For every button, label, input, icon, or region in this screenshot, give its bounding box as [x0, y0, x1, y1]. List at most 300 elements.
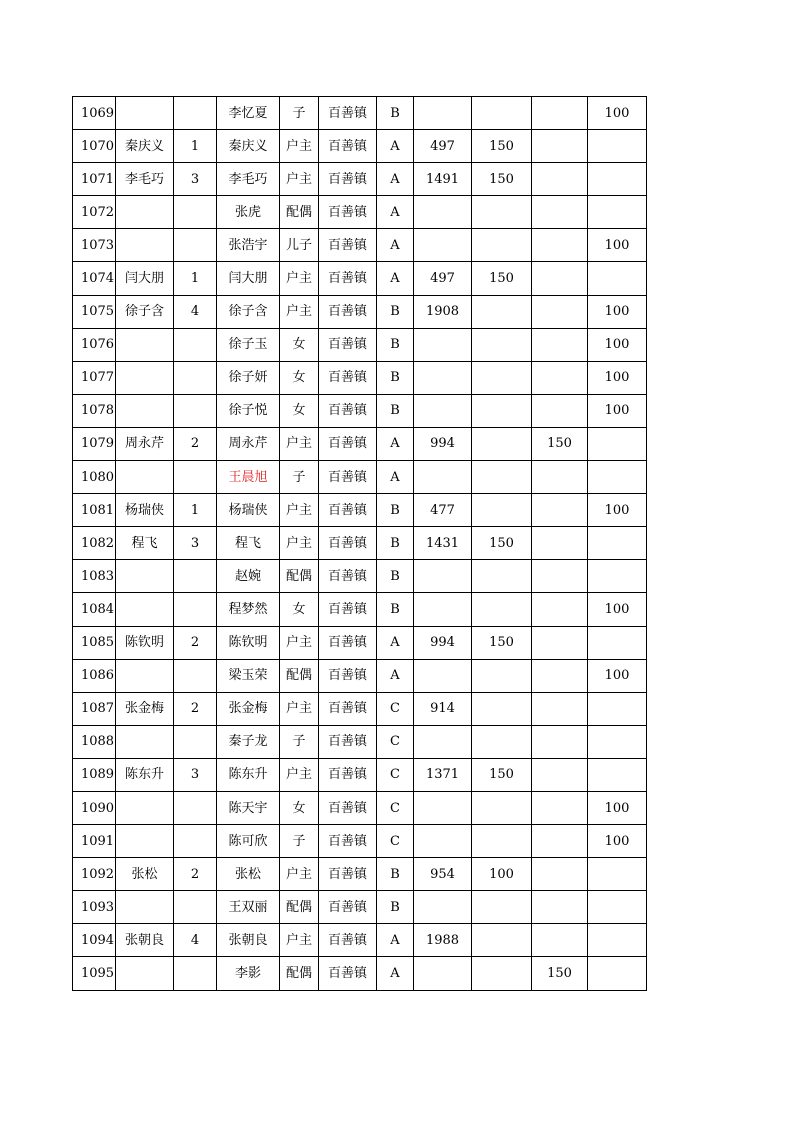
subsidy-150-cell — [472, 725, 532, 758]
subsidy-other-cell — [532, 593, 588, 626]
table-row — [73, 626, 647, 659]
grade-cell: B — [377, 593, 414, 626]
town-cell: 百善镇 — [319, 858, 377, 891]
household-head-cell: 张金梅 — [116, 692, 174, 725]
amount-cell: 1988 — [414, 924, 472, 957]
member-name-cell: 张浩宇 — [217, 229, 280, 262]
town-cell: 百善镇 — [319, 262, 377, 295]
household-head-cell: 张朝良 — [116, 924, 174, 957]
table-row — [73, 97, 647, 130]
amount-cell — [414, 891, 472, 924]
subsidy-150-cell: 150 — [472, 527, 532, 560]
row-id-cell: 1091 — [73, 825, 116, 858]
subsidy-other-cell — [532, 262, 588, 295]
subsidy-other-cell — [532, 791, 588, 824]
table-row — [73, 163, 647, 196]
relation-cell: 户主 — [280, 527, 319, 560]
subsidy-other-cell — [532, 758, 588, 791]
household-head-cell: 李毛巧 — [116, 163, 174, 196]
row-id-cell: 1095 — [73, 957, 116, 990]
town-cell: 百善镇 — [319, 957, 377, 990]
grade-cell: C — [377, 692, 414, 725]
subsidy-other-cell — [532, 394, 588, 427]
row-id-cell: 1073 — [73, 229, 116, 262]
subsidy-100-cell — [588, 924, 647, 957]
town-cell: 百善镇 — [319, 295, 377, 328]
member-count-cell — [174, 891, 217, 924]
subsidy-100-cell: 100 — [588, 361, 647, 394]
member-count-cell: 2 — [174, 858, 217, 891]
row-id-cell: 1079 — [73, 427, 116, 460]
amount-cell — [414, 825, 472, 858]
member-name-cell: 秦庆义 — [217, 130, 280, 163]
relation-cell: 子 — [280, 97, 319, 130]
subsidy-150-cell: 100 — [472, 858, 532, 891]
row-id-cell: 1086 — [73, 659, 116, 692]
row-id-cell: 1072 — [73, 196, 116, 229]
table-row — [73, 825, 647, 858]
amount-cell — [414, 957, 472, 990]
relation-cell: 户主 — [280, 626, 319, 659]
subsidy-other-cell: 150 — [532, 427, 588, 460]
member-name-cell: 闫大朋 — [217, 262, 280, 295]
grade-cell: A — [377, 196, 414, 229]
table-row — [73, 891, 647, 924]
subsidy-150-cell — [472, 427, 532, 460]
subsidy-150-cell — [472, 394, 532, 427]
subsidy-150-cell: 150 — [472, 163, 532, 196]
household-head-cell: 秦庆义 — [116, 130, 174, 163]
member-count-cell — [174, 394, 217, 427]
table-row — [73, 361, 647, 394]
town-cell: 百善镇 — [319, 229, 377, 262]
household-table — [72, 96, 647, 991]
subsidy-other-cell — [532, 461, 588, 494]
grade-cell: B — [377, 328, 414, 361]
relation-cell: 子 — [280, 461, 319, 494]
member-count-cell — [174, 659, 217, 692]
member-name-cell: 徐子悦 — [217, 394, 280, 427]
member-name-cell: 程飞 — [217, 527, 280, 560]
amount-cell: 1908 — [414, 295, 472, 328]
table-body — [73, 97, 647, 991]
table-row — [73, 295, 647, 328]
subsidy-100-cell — [588, 626, 647, 659]
table-row — [73, 229, 647, 262]
grade-cell: B — [377, 97, 414, 130]
amount-cell — [414, 328, 472, 361]
town-cell: 百善镇 — [319, 891, 377, 924]
amount-cell: 994 — [414, 427, 472, 460]
subsidy-100-cell — [588, 560, 647, 593]
household-head-cell: 周永芹 — [116, 427, 174, 460]
town-cell: 百善镇 — [319, 692, 377, 725]
subsidy-other-cell — [532, 626, 588, 659]
subsidy-100-cell: 100 — [588, 295, 647, 328]
subsidy-100-cell: 100 — [588, 229, 647, 262]
member-name-cell: 徐子妍 — [217, 361, 280, 394]
member-count-cell: 4 — [174, 295, 217, 328]
household-head-cell — [116, 825, 174, 858]
table-row — [73, 427, 647, 460]
relation-cell: 户主 — [280, 130, 319, 163]
grade-cell: A — [377, 461, 414, 494]
grade-cell: C — [377, 825, 414, 858]
subsidy-other-cell — [532, 196, 588, 229]
subsidy-100-cell — [588, 858, 647, 891]
row-id-cell: 1069 — [73, 97, 116, 130]
household-head-cell — [116, 196, 174, 229]
table-row — [73, 328, 647, 361]
relation-cell: 配偶 — [280, 560, 319, 593]
table-row — [73, 262, 647, 295]
row-id-cell: 1076 — [73, 328, 116, 361]
subsidy-100-cell — [588, 527, 647, 560]
subsidy-100-cell: 100 — [588, 328, 647, 361]
subsidy-100-cell — [588, 262, 647, 295]
subsidy-150-cell — [472, 825, 532, 858]
subsidy-150-cell: 150 — [472, 262, 532, 295]
amount-cell: 1431 — [414, 527, 472, 560]
grade-cell: A — [377, 262, 414, 295]
town-cell: 百善镇 — [319, 924, 377, 957]
subsidy-100-cell — [588, 758, 647, 791]
row-id-cell: 1092 — [73, 858, 116, 891]
household-head-cell — [116, 361, 174, 394]
subsidy-other-cell — [532, 494, 588, 527]
member-name-cell: 程梦然 — [217, 593, 280, 626]
row-id-cell: 1090 — [73, 791, 116, 824]
subsidy-other-cell — [532, 229, 588, 262]
subsidy-150-cell — [472, 97, 532, 130]
member-count-cell: 3 — [174, 163, 217, 196]
subsidy-other-cell — [532, 361, 588, 394]
amount-cell — [414, 361, 472, 394]
relation-cell: 户主 — [280, 427, 319, 460]
grade-cell: B — [377, 361, 414, 394]
subsidy-150-cell — [472, 891, 532, 924]
household-head-cell — [116, 791, 174, 824]
subsidy-other-cell — [532, 527, 588, 560]
amount-cell — [414, 593, 472, 626]
grade-cell: A — [377, 130, 414, 163]
amount-cell: 477 — [414, 494, 472, 527]
member-count-cell — [174, 328, 217, 361]
relation-cell: 户主 — [280, 924, 319, 957]
subsidy-100-cell: 100 — [588, 394, 647, 427]
town-cell: 百善镇 — [319, 758, 377, 791]
table-row — [73, 924, 647, 957]
row-id-cell: 1075 — [73, 295, 116, 328]
relation-cell: 女 — [280, 394, 319, 427]
grade-cell: C — [377, 791, 414, 824]
amount-cell: 1491 — [414, 163, 472, 196]
member-count-cell — [174, 196, 217, 229]
grade-cell: C — [377, 725, 414, 758]
table-row — [73, 758, 647, 791]
row-id-cell: 1077 — [73, 361, 116, 394]
row-id-cell: 1084 — [73, 593, 116, 626]
row-id-cell: 1093 — [73, 891, 116, 924]
town-cell: 百善镇 — [319, 791, 377, 824]
town-cell: 百善镇 — [319, 97, 377, 130]
amount-cell — [414, 560, 472, 593]
subsidy-100-cell — [588, 725, 647, 758]
subsidy-other-cell — [532, 924, 588, 957]
subsidy-other-cell — [532, 560, 588, 593]
town-cell: 百善镇 — [319, 394, 377, 427]
household-head-cell — [116, 229, 174, 262]
member-name-cell: 陈可欣 — [217, 825, 280, 858]
member-count-cell — [174, 957, 217, 990]
relation-cell: 女 — [280, 593, 319, 626]
household-head-cell: 陈钦明 — [116, 626, 174, 659]
member-count-cell — [174, 97, 217, 130]
member-count-cell: 3 — [174, 758, 217, 791]
subsidy-other-cell — [532, 725, 588, 758]
relation-cell: 户主 — [280, 262, 319, 295]
household-head-cell — [116, 725, 174, 758]
subsidy-100-cell: 100 — [588, 659, 647, 692]
subsidy-other-cell — [532, 692, 588, 725]
subsidy-150-cell — [472, 957, 532, 990]
subsidy-150-cell — [472, 494, 532, 527]
grade-cell: B — [377, 394, 414, 427]
household-head-cell — [116, 328, 174, 361]
subsidy-other-cell — [532, 825, 588, 858]
member-name-cell: 周永芹 — [217, 427, 280, 460]
subsidy-other-cell — [532, 295, 588, 328]
grade-cell: B — [377, 891, 414, 924]
grade-cell: A — [377, 427, 414, 460]
member-count-cell — [174, 593, 217, 626]
subsidy-other-cell — [532, 858, 588, 891]
subsidy-other-cell — [532, 130, 588, 163]
relation-cell: 子 — [280, 725, 319, 758]
subsidy-150-cell — [472, 461, 532, 494]
table-row — [73, 593, 647, 626]
relation-cell: 女 — [280, 361, 319, 394]
town-cell: 百善镇 — [319, 825, 377, 858]
subsidy-150-cell — [472, 229, 532, 262]
member-count-cell — [174, 361, 217, 394]
household-head-cell — [116, 957, 174, 990]
member-count-cell: 1 — [174, 494, 217, 527]
relation-cell: 女 — [280, 328, 319, 361]
row-id-cell: 1087 — [73, 692, 116, 725]
member-count-cell — [174, 725, 217, 758]
subsidy-100-cell — [588, 196, 647, 229]
row-id-cell: 1094 — [73, 924, 116, 957]
relation-cell: 配偶 — [280, 957, 319, 990]
member-name-cell: 陈钦明 — [217, 626, 280, 659]
amount-cell: 954 — [414, 858, 472, 891]
household-head-cell — [116, 891, 174, 924]
amount-cell: 914 — [414, 692, 472, 725]
member-name-cell: 张金梅 — [217, 692, 280, 725]
subsidy-100-cell — [588, 427, 647, 460]
subsidy-other-cell — [532, 163, 588, 196]
amount-cell: 1371 — [414, 758, 472, 791]
subsidy-150-cell — [472, 560, 532, 593]
grade-cell: A — [377, 229, 414, 262]
member-name-cell: 陈东升 — [217, 758, 280, 791]
member-name-cell: 李毛巧 — [217, 163, 280, 196]
subsidy-other-cell: 150 — [532, 957, 588, 990]
row-id-cell: 1080 — [73, 461, 116, 494]
amount-cell — [414, 725, 472, 758]
grade-cell: C — [377, 758, 414, 791]
amount-cell — [414, 229, 472, 262]
town-cell: 百善镇 — [319, 361, 377, 394]
subsidy-100-cell — [588, 891, 647, 924]
subsidy-100-cell — [588, 461, 647, 494]
table-row — [73, 560, 647, 593]
row-id-cell: 1088 — [73, 725, 116, 758]
row-id-cell: 1071 — [73, 163, 116, 196]
town-cell: 百善镇 — [319, 593, 377, 626]
row-id-cell: 1081 — [73, 494, 116, 527]
member-name-cell: 张松 — [217, 858, 280, 891]
relation-cell: 女 — [280, 791, 319, 824]
row-id-cell: 1078 — [73, 394, 116, 427]
relation-cell: 户主 — [280, 758, 319, 791]
table-row — [73, 692, 647, 725]
grade-cell: A — [377, 957, 414, 990]
member-count-cell: 2 — [174, 692, 217, 725]
member-name-cell: 张虎 — [217, 196, 280, 229]
subsidy-150-cell — [472, 593, 532, 626]
member-name-cell: 王双丽 — [217, 891, 280, 924]
household-head-cell: 张松 — [116, 858, 174, 891]
table-row — [73, 196, 647, 229]
table-row — [73, 527, 647, 560]
member-name-cell: 王晨旭 — [217, 461, 280, 494]
table-row — [73, 130, 647, 163]
member-count-cell — [174, 560, 217, 593]
amount-cell: 497 — [414, 262, 472, 295]
household-head-cell — [116, 560, 174, 593]
member-name-cell: 赵婉 — [217, 560, 280, 593]
member-name-cell: 陈天宇 — [217, 791, 280, 824]
amount-cell — [414, 394, 472, 427]
member-count-cell — [174, 229, 217, 262]
member-count-cell: 2 — [174, 427, 217, 460]
subsidy-100-cell — [588, 130, 647, 163]
grade-cell: B — [377, 560, 414, 593]
amount-cell — [414, 196, 472, 229]
row-id-cell: 1074 — [73, 262, 116, 295]
table-row — [73, 791, 647, 824]
table-row — [73, 858, 647, 891]
household-head-cell: 程飞 — [116, 527, 174, 560]
member-count-cell: 3 — [174, 527, 217, 560]
member-count-cell: 4 — [174, 924, 217, 957]
member-count-cell: 1 — [174, 130, 217, 163]
town-cell: 百善镇 — [319, 427, 377, 460]
town-cell: 百善镇 — [319, 527, 377, 560]
subsidy-other-cell — [532, 659, 588, 692]
table-row — [73, 461, 647, 494]
amount-cell — [414, 461, 472, 494]
relation-cell: 配偶 — [280, 891, 319, 924]
relation-cell: 户主 — [280, 494, 319, 527]
amount-cell — [414, 97, 472, 130]
subsidy-150-cell: 150 — [472, 758, 532, 791]
row-id-cell: 1070 — [73, 130, 116, 163]
member-name-cell: 张朝良 — [217, 924, 280, 957]
town-cell: 百善镇 — [319, 163, 377, 196]
subsidy-150-cell: 150 — [472, 626, 532, 659]
relation-cell: 配偶 — [280, 196, 319, 229]
grade-cell: A — [377, 626, 414, 659]
member-name-cell: 李忆夏 — [217, 97, 280, 130]
row-id-cell: 1083 — [73, 560, 116, 593]
row-id-cell: 1082 — [73, 527, 116, 560]
member-name-cell: 徐子玉 — [217, 328, 280, 361]
subsidy-150-cell — [472, 791, 532, 824]
member-name-cell: 徐子含 — [217, 295, 280, 328]
town-cell: 百善镇 — [319, 659, 377, 692]
subsidy-150-cell — [472, 361, 532, 394]
grade-cell: B — [377, 858, 414, 891]
subsidy-other-cell — [532, 891, 588, 924]
table-row — [73, 659, 647, 692]
amount-cell: 497 — [414, 130, 472, 163]
town-cell: 百善镇 — [319, 130, 377, 163]
grade-cell: B — [377, 494, 414, 527]
subsidy-100-cell: 100 — [588, 494, 647, 527]
grade-cell: A — [377, 163, 414, 196]
amount-cell — [414, 791, 472, 824]
town-cell: 百善镇 — [319, 196, 377, 229]
household-head-cell — [116, 659, 174, 692]
table-row — [73, 394, 647, 427]
town-cell: 百善镇 — [319, 494, 377, 527]
subsidy-150-cell: 150 — [472, 130, 532, 163]
town-cell: 百善镇 — [319, 725, 377, 758]
town-cell: 百善镇 — [319, 560, 377, 593]
household-head-cell: 闫大朋 — [116, 262, 174, 295]
amount-cell — [414, 659, 472, 692]
grade-cell: A — [377, 659, 414, 692]
relation-cell: 配偶 — [280, 659, 319, 692]
amount-cell: 994 — [414, 626, 472, 659]
grade-cell: B — [377, 527, 414, 560]
subsidy-100-cell — [588, 163, 647, 196]
household-head-cell — [116, 593, 174, 626]
grade-cell: A — [377, 924, 414, 957]
relation-cell: 儿子 — [280, 229, 319, 262]
member-count-cell: 2 — [174, 626, 217, 659]
subsidy-other-cell — [532, 97, 588, 130]
row-id-cell: 1089 — [73, 758, 116, 791]
household-head-cell: 杨瑞侠 — [116, 494, 174, 527]
subsidy-100-cell — [588, 957, 647, 990]
table-row — [73, 725, 647, 758]
subsidy-100-cell — [588, 692, 647, 725]
relation-cell: 子 — [280, 825, 319, 858]
relation-cell: 户主 — [280, 858, 319, 891]
table-row — [73, 957, 647, 990]
member-name-cell: 梁玉荣 — [217, 659, 280, 692]
household-head-cell: 徐子含 — [116, 295, 174, 328]
town-cell: 百善镇 — [319, 461, 377, 494]
relation-cell: 户主 — [280, 295, 319, 328]
member-name-cell: 秦子龙 — [217, 725, 280, 758]
relation-cell: 户主 — [280, 163, 319, 196]
member-name-cell: 杨瑞侠 — [217, 494, 280, 527]
